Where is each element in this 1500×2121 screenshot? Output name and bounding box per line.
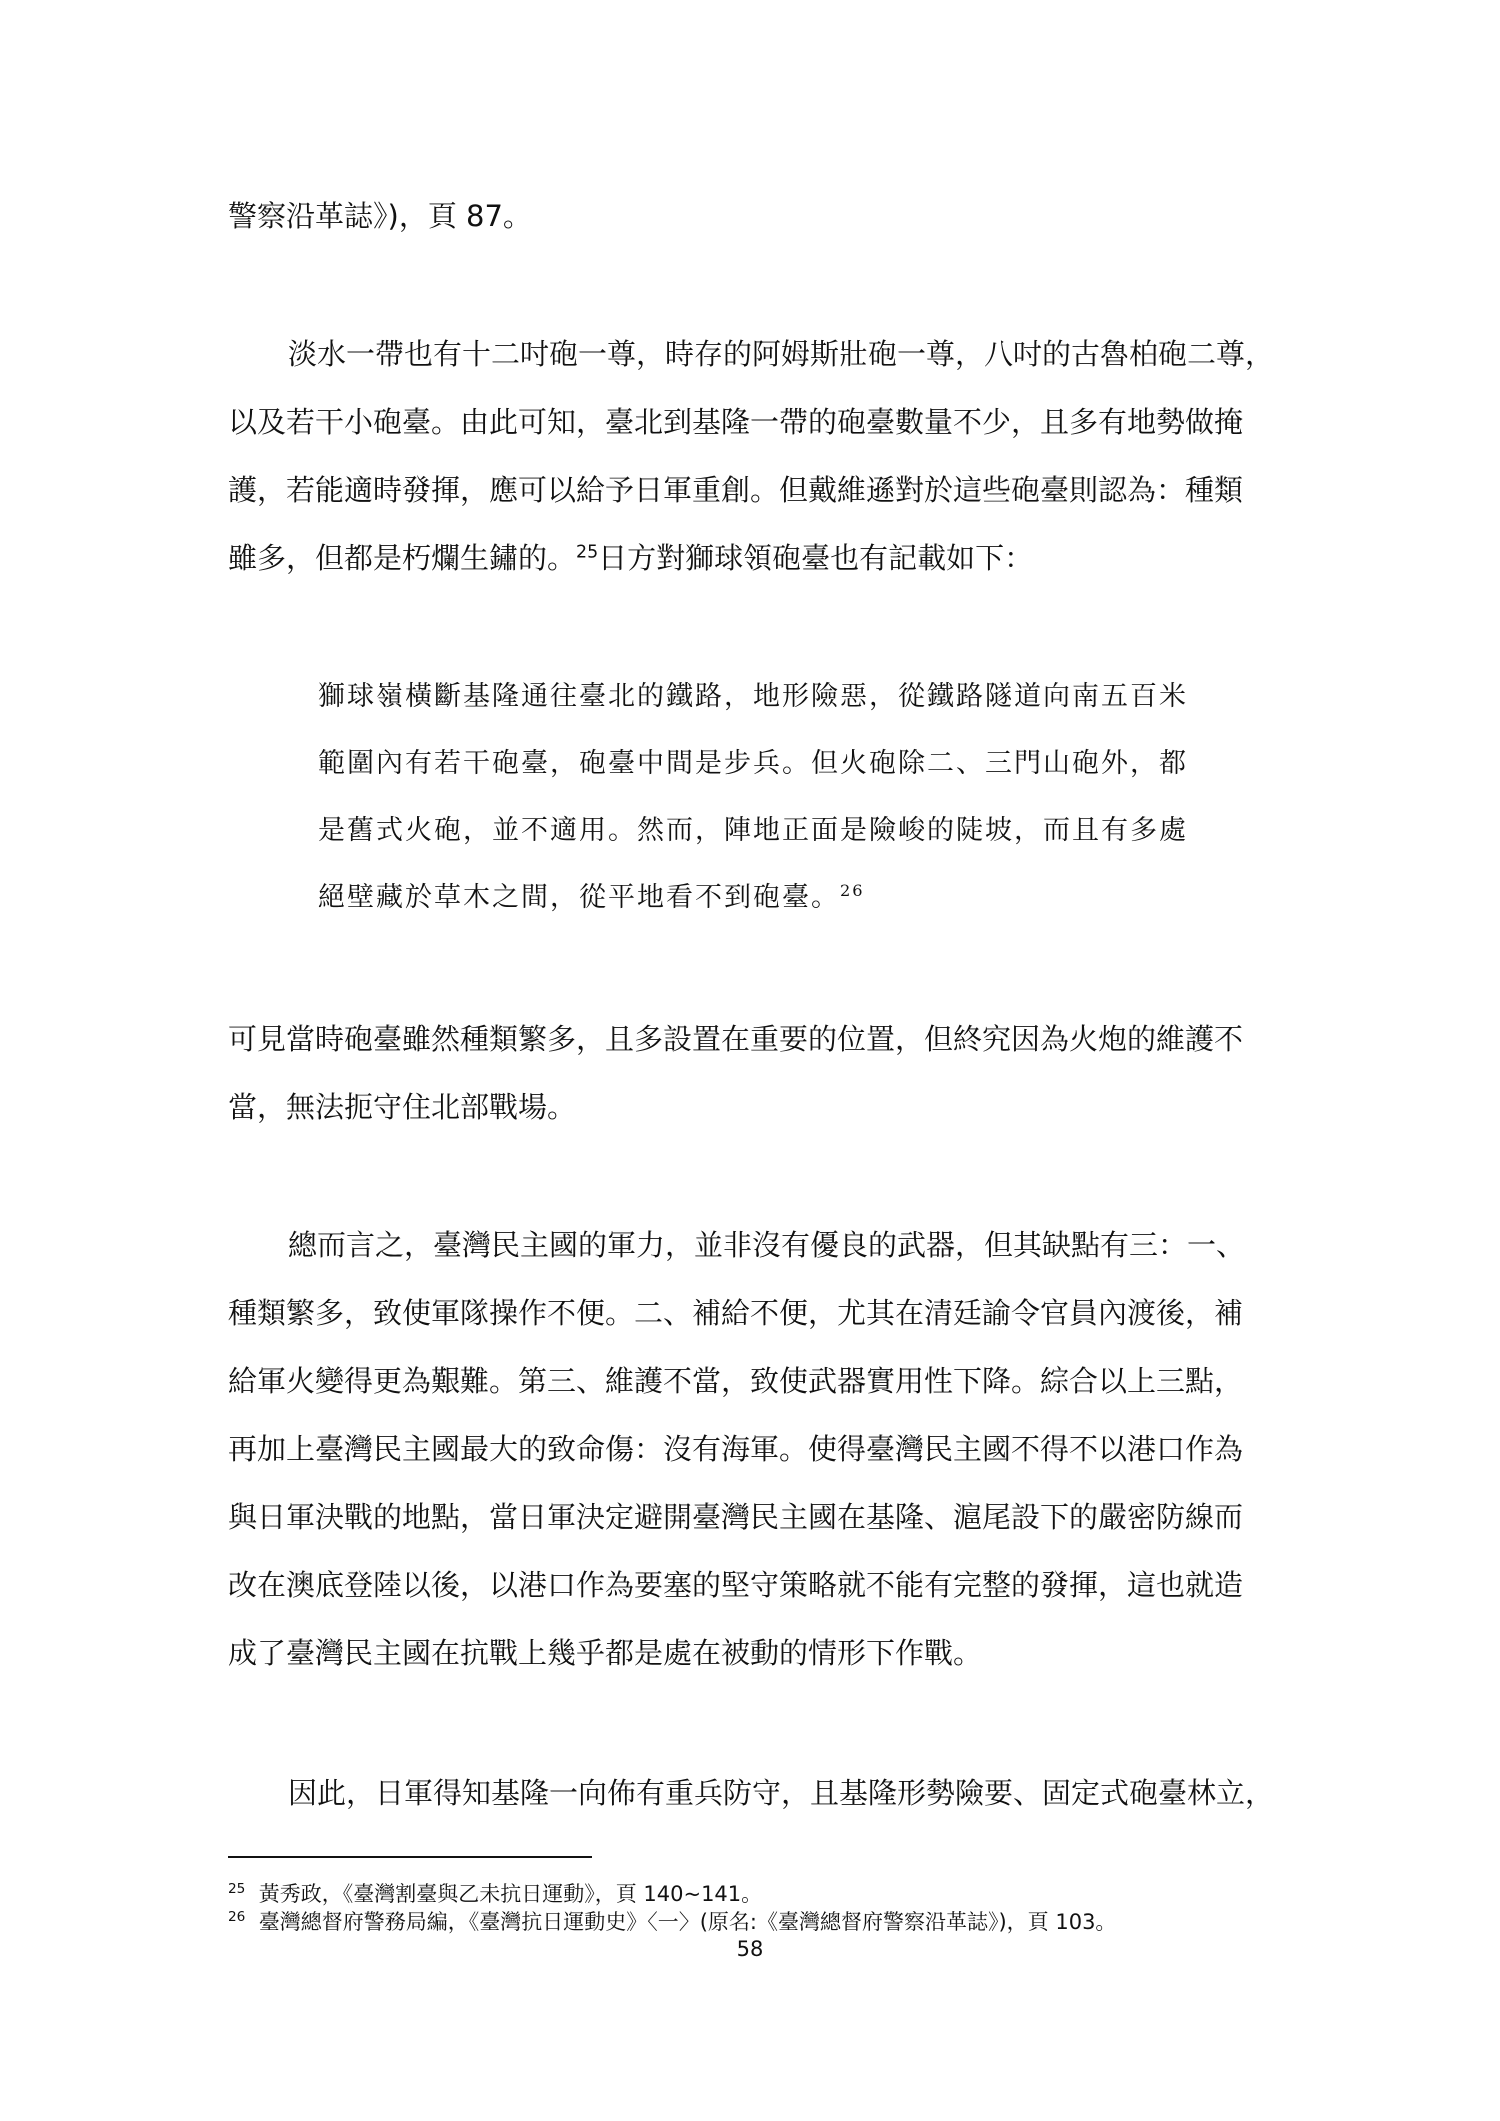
footnote-separator: [228, 1856, 592, 1858]
paragraph-line: 以及若干小砲臺。由此可知，臺北到基隆一帶的砲臺數量不少，且多有地勢做掩: [228, 405, 1244, 439]
paragraph-line: [228, 538, 1278, 578]
paragraph-line: 成了臺灣民主國在抗戰上幾乎都是處在被動的情形下作戰。: [228, 1636, 983, 1670]
paragraph-line: 再加上臺灣民主國最大的致命傷：沒有海軍。使得臺灣民主國不得不以港口作為: [228, 1432, 1244, 1466]
paragraph-line: 給軍火變得更為艱難。第三、維護不當，致使武器實用性下降。綜合以上三點，: [228, 1364, 1244, 1398]
paragraph-line: 淡水一帶也有十二吋砲一尊，時存的阿姆斯壯砲一尊，八吋的古魯柏砲二尊，: [288, 337, 1275, 371]
quote-line: [318, 878, 1218, 918]
paragraph-line: 種類繁多，致使軍隊操作不便。二、補給不便，尤其在清廷諭令官員內渡後，補: [228, 1296, 1244, 1330]
footnote-ref: 26: [840, 881, 865, 900]
paragraph-text: 雖多，但都是朽爛生鏽的。: [228, 541, 577, 575]
footnote-number: 26: [228, 1909, 246, 1925]
quote-text: 絕壁藏於草木之間，從平地看不到砲臺。: [318, 882, 840, 913]
quote-line: 範圍內有若干砲臺，砲臺中間是步兵。但火砲除二、三門山砲外，都: [318, 748, 1188, 779]
paragraph-line: 當，無法扼守住北部戰場。: [228, 1090, 577, 1124]
footnote-number: 25: [228, 1881, 246, 1897]
quote-line: 是舊式火砲，並不適用。然而，陣地正面是險峻的陡坡，而且有多處: [318, 815, 1188, 846]
paragraph-text: 日方對獅球領砲臺也有記載如下：: [598, 541, 1034, 575]
paragraph-line: 改在澳底登陸以後，以港口作為要塞的堅守策略就不能有完整的發揮，這也就造: [228, 1568, 1244, 1602]
paragraph-4: 因此，日軍得知基隆一向佈有重兵防守，且基隆形勢險要、固定式砲臺林立，: [288, 1776, 1275, 1810]
quote-line: 獅球嶺橫斷基隆通往臺北的鐵路，地形險惡，從鐵路隧道向南五百米: [318, 681, 1188, 712]
footnote-text: 黃秀政，《臺灣割臺與乙未抗日運動》，頁 140~141。: [258, 1882, 763, 1906]
footnote-26: [228, 1909, 1116, 1935]
page-number: 58: [736, 1937, 764, 1961]
footnote-25: [228, 1881, 762, 1907]
footnote-text: 臺灣總督府警務局編，《臺灣抗日運動史》〈一〉(原名:《臺灣總督府警察沿革誌》)，頁 103。: [258, 1910, 1117, 1934]
paragraph-line: 護，若能適時發揮，應可以給予日軍重創。但戴維遜對於這些砲臺則認為：種類: [228, 473, 1244, 507]
paragraph-line: 總而言之，臺灣民主國的軍力，並非沒有優良的武器，但其缺點有三：一、: [288, 1228, 1246, 1262]
continuation-line: 警察沿革誌》)，頁 87。: [228, 199, 532, 233]
paragraph-line: 與日軍決戰的地點，當日軍決定避開臺灣民主國在基隆、滬尾設下的嚴密防線而: [228, 1500, 1244, 1534]
footnote-ref: 25: [576, 542, 599, 563]
paragraph-line: 可見當時砲臺雖然種類繁多，且多設置在重要的位置，但終究因為火炮的維護不: [228, 1022, 1244, 1056]
